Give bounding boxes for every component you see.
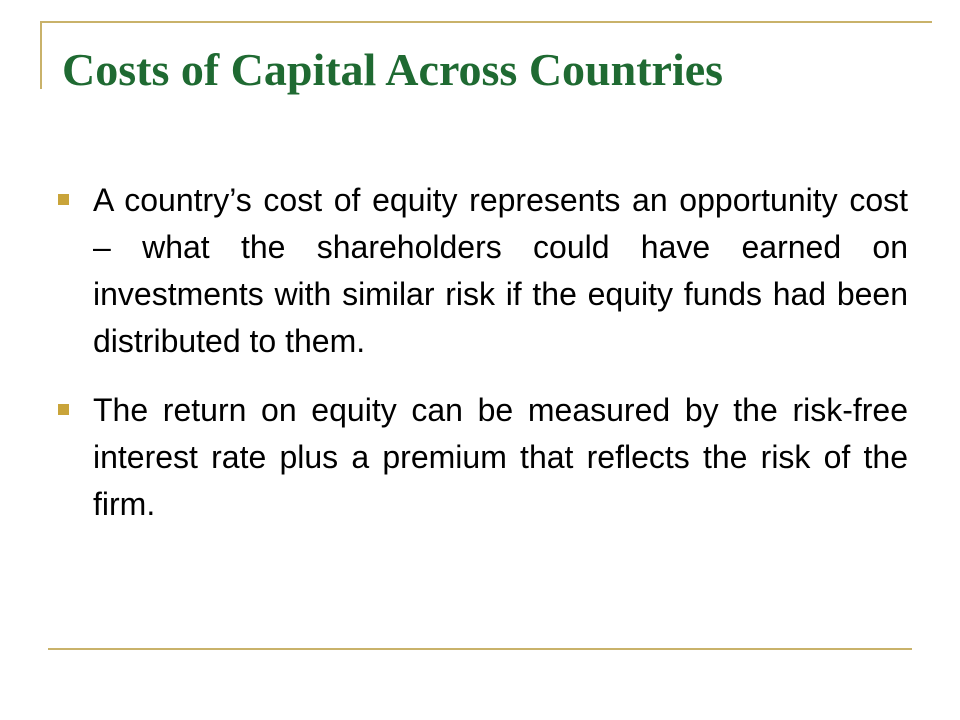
square-bullet-icon (58, 194, 69, 205)
bottom-rule (48, 648, 912, 650)
bullet-list (58, 177, 908, 550)
left-rule (40, 21, 42, 89)
bullet-text: The return on equity can be measured by the risk-free interest rate plus a premium that reflects the risk of the firm. (93, 392, 908, 522)
bullet-item (58, 387, 908, 528)
top-rule (40, 21, 932, 23)
slide-title: Costs of Capital Across Countries (62, 44, 724, 95)
bullet-item (58, 177, 908, 365)
bullet-text: A country’s cost of equity represents an opportunity cost – what the shareholders could have earned on investments with similar risk if the equity funds had been distributed to them. (93, 182, 908, 359)
square-bullet-icon (58, 404, 69, 415)
